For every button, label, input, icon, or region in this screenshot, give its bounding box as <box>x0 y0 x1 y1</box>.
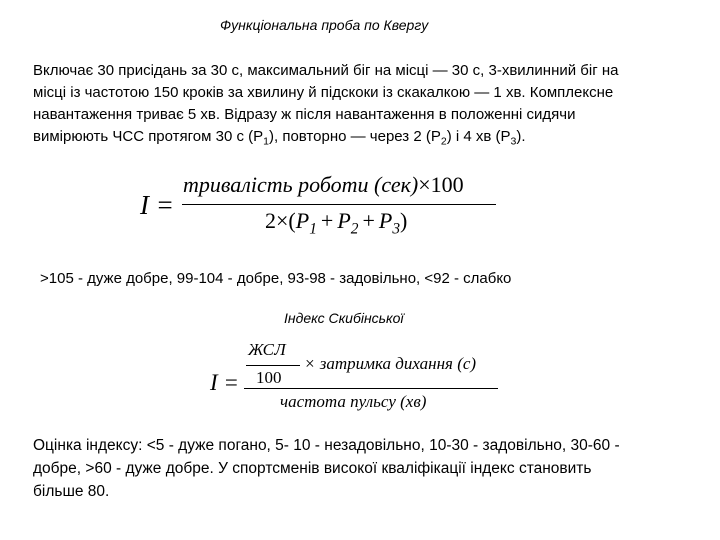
denominator-sub-2: 2 <box>350 220 359 238</box>
denominator-plus-1: + <box>320 208 334 233</box>
kverg-description <box>33 60 713 148</box>
denominator-p3: P <box>378 208 393 233</box>
description-line-4-d: ). <box>516 128 526 145</box>
assessment-line-1: Оцінка індексу: <5 - дуже погано, 5- 10 - незадовільно, 10-30 - задовільно, 30-60 - <box>33 437 620 454</box>
skybinska-title: Індекс Скибінської <box>284 310 404 326</box>
kverg-formula <box>140 168 510 248</box>
kverg-title: Функціональна проба по Квергу <box>220 17 429 33</box>
description-line-1: Включає 30 присідань за 30 с, максимальний біг на місці — 30 с, 3-хвилинний біг на <box>33 62 619 79</box>
denominator-p1: P <box>295 208 310 233</box>
skybinska-inner-denominator: 100 <box>256 368 282 387</box>
description-line-4-a: вимірюють ЧСС протягом 30 с (Р <box>33 128 264 145</box>
assessment-line-3: більше 80. <box>33 483 110 500</box>
skybinska-main-fraction-bar <box>244 388 498 389</box>
skybinska-formula <box>210 340 510 420</box>
skybinska-formula-lhs: I = <box>210 370 239 395</box>
kverg-numerator-text: тривалість роботи (сек) <box>183 172 419 197</box>
description-line-3: навантаження триває 5 хв. Відразу ж після навантаження в положенні сидячи <box>33 106 576 123</box>
description-line-2: місці із частотою 150 кроків за хвилину й підскоки із скакалкою — 1 хв. Комплексне <box>33 84 614 101</box>
denominator-p2: P <box>337 208 351 233</box>
description-line-4-b: ), повторно — через 2 (Р <box>269 128 441 145</box>
p2-subscript: 2 <box>440 135 447 148</box>
description-line-4 <box>33 126 713 148</box>
assessment-line-2: добре, >60 - дуже добре. У спортсменів високої кваліфікації індекс становить <box>33 460 592 477</box>
denominator-sub-1: 1 <box>309 220 317 238</box>
kverg-formula-lhs: I = <box>140 190 174 220</box>
denominator-sub-3: 3 <box>392 220 401 238</box>
skybinska-inner-numerator: ЖСЛ <box>248 340 286 359</box>
skybinska-assessment <box>33 434 713 503</box>
p1-subscript: 1 <box>263 135 269 148</box>
kverg-formula-numerator <box>183 172 464 198</box>
denominator-plus-2: + <box>362 208 375 233</box>
kverg-formula-denominator <box>265 208 408 238</box>
p3-subscript: 3 <box>510 135 517 148</box>
denominator-closing: ) <box>400 208 408 233</box>
description-line-4-c: ) і 4 хв (Р <box>446 128 511 145</box>
skybinska-denominator: частота пульсу (хв) <box>280 392 427 411</box>
skybinska-breath-hold: × затримка дихання (с) <box>304 354 477 373</box>
denominator-prefix: 2×( <box>265 208 296 233</box>
kverg-times-100: ×100 <box>418 172 464 197</box>
skybinska-inner-fraction-bar <box>246 365 300 366</box>
kverg-fraction-bar <box>182 204 496 205</box>
kverg-scale: >105 - дуже добре, 99-104 - добре, 93-98 - задовільно, <92 - слабко <box>40 270 512 287</box>
